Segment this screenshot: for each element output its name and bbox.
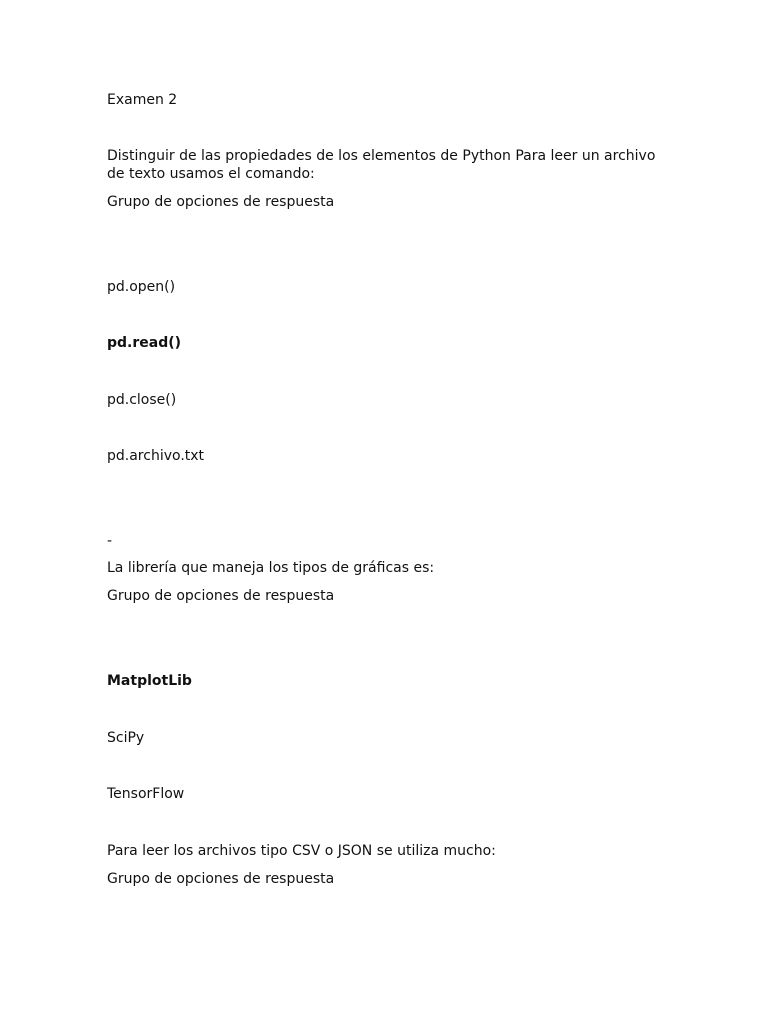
question-2-prompt: La librería que maneja los tipos de gráficas es: xyxy=(107,560,435,576)
question-3-group-label: Grupo de opciones de respuesta xyxy=(107,871,335,887)
question-1-option-2-selected[interactable]: pd.read() xyxy=(107,335,182,351)
question-3-prompt: Para leer los archivos tipo CSV o JSON se utiliza mucho: xyxy=(107,843,496,859)
question-1-option-1[interactable]: pd.open() xyxy=(107,279,176,295)
question-1-group-label: Grupo de opciones de respuesta xyxy=(107,194,335,210)
question-2-option-3[interactable]: TensorFlow xyxy=(107,786,185,802)
question-1-prompt: Distinguir de las propiedades de los elementos de Python Para leer un archivo de texto usamos el comando: xyxy=(107,148,656,182)
question-1-option-3[interactable]: pd.close() xyxy=(107,392,177,408)
question-separator: - xyxy=(107,533,113,549)
question-1-option-4[interactable]: pd.archivo.txt xyxy=(107,448,205,464)
question-2-option-2[interactable]: SciPy xyxy=(107,730,145,746)
question-2-group-label: Grupo de opciones de respuesta xyxy=(107,588,335,604)
question-2-option-1-selected[interactable]: MatplotLib xyxy=(107,673,192,689)
document-title: Examen 2 xyxy=(107,92,178,108)
